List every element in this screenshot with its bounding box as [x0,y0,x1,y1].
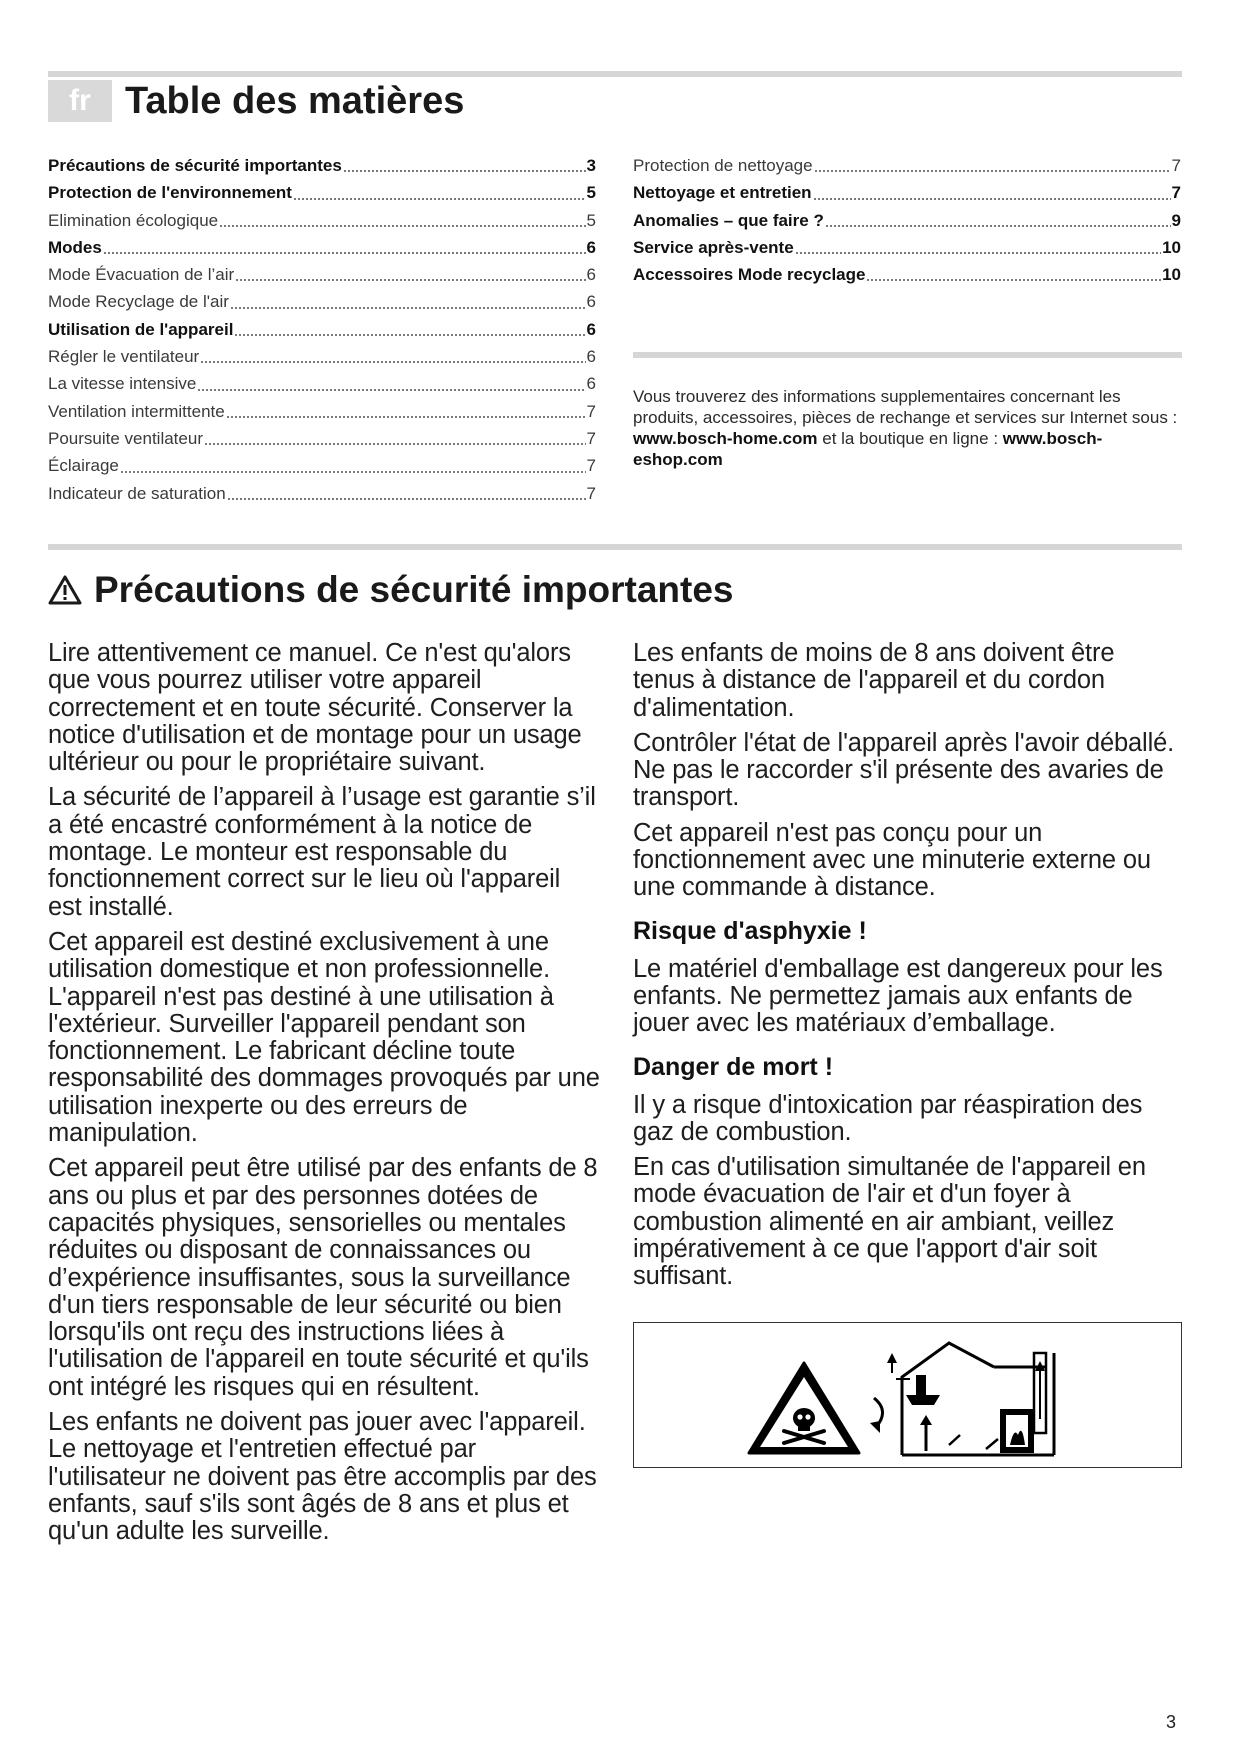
toc-entry[interactable] [48,370,596,397]
page-number: 3 [1166,1712,1177,1732]
info-divider [633,352,1182,358]
toc-entry-page: 6 [586,292,596,312]
toc-entry-label: Protection de l'environnement [48,183,292,203]
toc-leader-dots [230,306,586,310]
section-divider [48,544,1182,550]
danger-paragraph: Il y a risque d'intoxication par réaspiration des gaz de combustion. [633,1090,1143,1146]
toc-leader-dots [825,224,1171,228]
toc-entry-page: 6 [586,237,596,257]
toc-leader-dots [226,415,586,419]
toc-entry-page: 6 [586,374,596,394]
toc-entry-page: 7 [1171,156,1181,175]
safety-title-text: Précautions de sécurité importantes [94,569,734,610]
toc-entry-page: 7 [1171,183,1181,203]
toc-leader-dots [219,224,585,228]
toc-leader-dots [814,169,1171,173]
toc-entry-page: 10 [1162,237,1181,257]
safety-paragraph: Cet appareil peut être utilisé par des enfants de 8 ans ou plus et par des personnes dotées de capacités physiques, sensorielles ou mentales réduites ou disposant de connaissances ou d’expérience insuffisantes, sous la surveillance d'un tiers responsable de leur sécurité ou bien lorsqu'ils ont reçu des instructions liées à l'utilisation de l'appareil en toute sécurité et qu'ils ont intégré les risques qui en résultent. [48,1154,598,1401]
safety-paragraph: Lire attentivement ce manuel. Ce n'est qu'alors que vous pourrez utiliser votre appareil correctement et en toute sécurité. Conserver la notice d'utilisation et de montage pour un usage ultérieur ou pour le propriétaire suivant. [48,639,582,777]
danger-paragraph: En cas d'utilisation simultanée de l'appareil en mode évacuation de l'air et d'un foyer à combustion alimenté en air ambiant, veillez impérativement à ce que l'apport d'air soit suffisant. [633,1153,1146,1291]
safety-left-column [48,640,600,1554]
toc-entry-page: 10 [1162,265,1181,285]
toc-entry[interactable] [48,234,596,261]
toc-entry-page: 7 [586,456,596,476]
toc-leader-dots [795,251,1161,255]
toc-entry[interactable] [48,316,596,343]
toc-entry[interactable] [633,261,1181,288]
toc-entry-label: Service après-vente [633,237,794,257]
warning-triangle-icon [48,575,82,605]
toc-leader-dots [204,442,586,446]
online-info [633,386,1182,470]
toc-entry-label: Elimination écologique [48,210,219,230]
toc-entry-page: 5 [586,183,596,203]
safety-right-column [633,640,1182,1299]
toc-entry-label: Précautions de sécurité importantes [48,156,342,175]
toc-leader-dots [103,251,586,255]
toc-entry[interactable] [48,480,596,507]
language-badge: fr [48,80,112,122]
safety-paragraph: Les enfants ne doivent pas jouer avec l'appareil. Le nettoyage et l'entretien effectué par l'utilisateur ne doivent pas être accomplis par des enfants, sauf s'ils sont âgés de 8 ans et plus et qu'un adulte les surveille. [48,1408,597,1546]
toc-entry[interactable] [48,452,596,479]
safety-paragraph: Cet appareil est destiné exclusivement à une utilisation domestique et non professionnelle. L'appareil n'est pas destiné à une utilisation à l'extérieur. Surveiller l'appareil pendant son fonctionnement. Le fabricant décline toute responsabilité des dommages provoqués par une utilisation inexperte ou des erreurs de manipulation. [48,927,600,1148]
toc-entry[interactable] [633,207,1181,234]
toc-entry-label: Régler le ventilateur [48,347,200,367]
toc-entry-page: 6 [586,265,596,285]
toc-entry-page: 3 [586,156,596,175]
toc-entry[interactable] [48,207,596,234]
toc-entry-label: Anomalies – que faire ? [633,210,824,230]
safety-paragraph: La sécurité de l’appareil à l’usage est garantie s’il a été encastré conformément à la notice de montage. Le monteur est responsable du fonctionnement correct sur le lieu où l'appareil est installé. [48,783,596,921]
toc-entry[interactable] [48,179,596,206]
toc-entry[interactable] [633,179,1181,206]
toc-entry-label: Ventilation intermittente [48,401,225,421]
asphyxia-heading: Risque d'asphyxie ! [633,916,867,945]
danger-heading: Danger de mort ! [633,1052,834,1081]
toc-entry-label: Mode Recyclage de l'air [48,292,229,312]
toc-leader-dots [227,497,586,501]
toc-entry[interactable] [48,152,596,179]
toc-entry[interactable] [48,425,596,452]
toc-entry-label: Modes [48,237,102,257]
toc-leader-dots [235,278,585,282]
toc-entry-label: Protection de nettoyage [633,156,813,175]
illustration-drawing [634,1323,1180,1466]
toc-entry[interactable] [48,261,596,288]
toc-entry[interactable] [48,398,596,425]
toc-entry-page: 5 [586,210,596,230]
toc-title: Table des matières [125,80,465,122]
online-info-text-2: et la boutique en ligne : [817,429,1003,448]
toc-left-column [48,152,596,507]
toc-entry-label: Indicateur de saturation [48,483,226,503]
safety-paragraph: Les enfants de moins de 8 ans doivent être tenus à distance de l'appareil et du cordon d'alimentation. [633,639,1115,722]
toc-leader-dots [120,470,586,474]
toc-entry-page: 9 [1171,210,1181,230]
toxic-warning-triangle-icon [749,1363,859,1453]
toc-entry-page: 6 [586,319,596,339]
toc-leader-dots [813,197,1171,201]
toc-leader-dots [343,169,586,173]
toc-leader-dots [293,197,586,201]
toc-entry-label: Accessoires Mode recyclage [633,265,866,285]
toc-leader-dots [197,388,585,392]
toc-entry[interactable] [48,288,596,315]
toc-entry-label: Éclairage [48,456,119,476]
combustion-warning-illustration [633,1322,1182,1468]
toc-leader-dots [200,360,585,364]
safety-section-title [48,565,733,615]
toc-leader-dots [234,333,585,337]
toc-entry-label: Poursuite ventilateur [48,428,203,448]
toc-entry-label: Mode Évacuation de l’air [48,265,235,285]
online-info-text: Vous trouverez des informations supplementaires concernant les produits, accessoires, pièces de rechange et services sur Internet sous : [633,387,1178,427]
toc-entry[interactable] [48,343,596,370]
safety-paragraph: Cet appareil n'est pas conçu pour un fonctionnement avec une minuterie externe ou une commande à distance. [633,818,1151,902]
toc-right-column [633,152,1181,288]
toc-leader-dots [866,278,1161,282]
bosch-eshop-link[interactable]: www.bosch-eshop.com [633,429,1103,469]
toc-entry[interactable] [633,152,1181,179]
safety-paragraph: Contrôler l'état de l'appareil après l'avoir déballé. Ne pas le raccorder s'il présente des avaries de transport. [633,728,1175,812]
bosch-home-link[interactable]: www.bosch-home.com [633,429,818,448]
toc-entry-label: Nettoyage et entretien [633,183,812,203]
toc-entry[interactable] [633,234,1181,261]
toc-entry-page: 7 [586,483,596,503]
toc-entry-label: Utilisation de l'appareil [48,319,234,339]
toc-entry-page: 6 [586,347,596,367]
toc-entry-label: La vitesse intensive [48,374,197,394]
toc-entry-page: 7 [586,428,596,448]
asphyxia-text: Le matériel d'emballage est dangereux pour les enfants. Ne permettez jamais aux enfants de jouer avec les matériaux d’emballage. [633,954,1163,1038]
toc-entry-page: 7 [586,401,596,421]
